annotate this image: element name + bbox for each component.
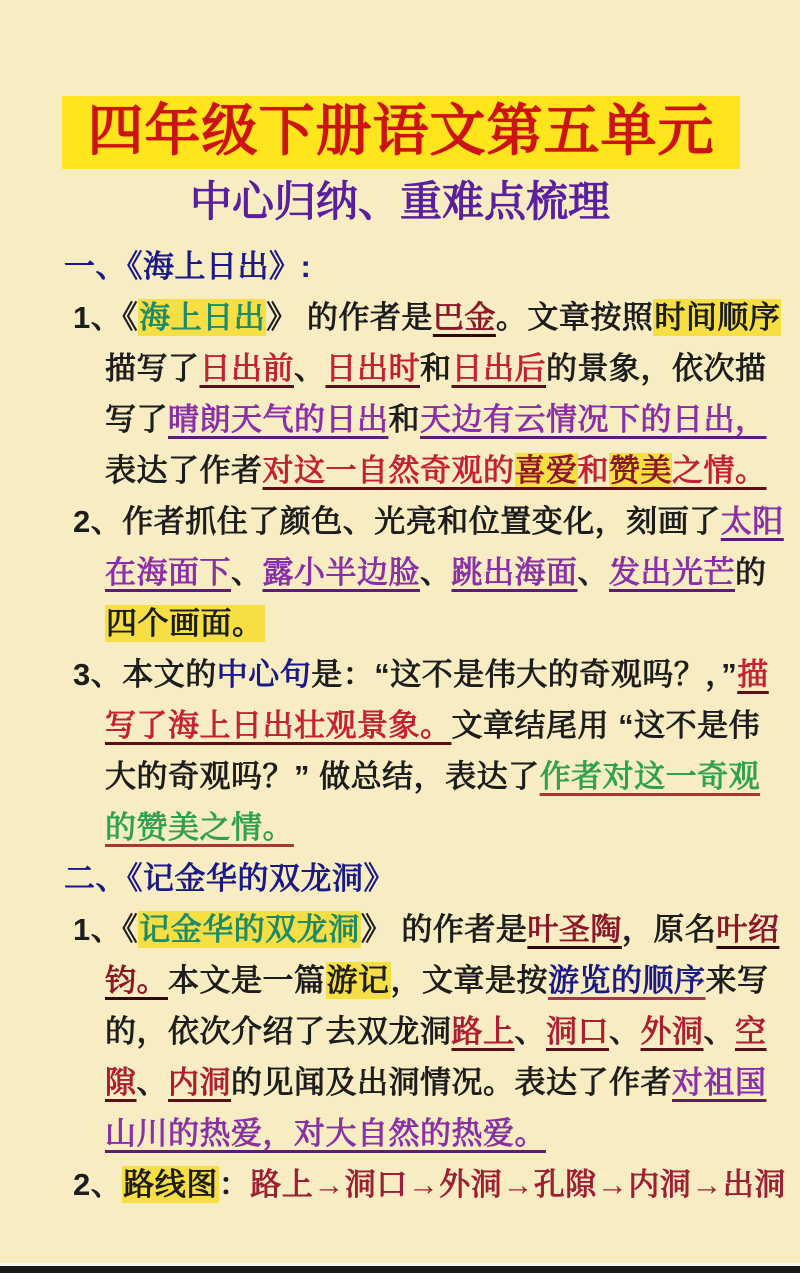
text-segment: 巴金 [432,299,496,335]
text-segment: 对祖国 [672,1064,767,1100]
text-segment: 洞口 [546,1013,609,1049]
text-line [0,598,800,649]
text-line [0,649,800,700]
text-segment: 1、 [73,911,123,947]
text-segment: 山川的热爱，对大自然的热爱。 [105,1115,546,1151]
text-segment: 本文的 [122,656,217,692]
page-subtitle: 中心归纳、重难点梳理 [189,177,610,225]
text-segment: 描写了 [105,350,200,386]
text-segment: 日出前 [199,350,294,386]
title-banner [62,96,740,169]
text-segment: 游览的顺序 [548,962,706,998]
text-line [0,1057,800,1108]
text-line [0,1108,800,1159]
text-line [0,496,800,547]
text-line [0,1006,800,1057]
text-segment: 2、 [73,1166,123,1202]
text-line [0,343,800,394]
text-line [0,292,800,343]
text-segment: 的景象，依次描 [546,350,767,386]
text-line [0,751,800,802]
text-segment: 海上日出 [139,299,266,335]
text-segment: 3、 [73,656,123,692]
text-segment: 叶圣陶 [527,911,622,947]
text-segment: 之情。 [672,452,767,488]
text-segment: 的见闻及出洞情况。表达了作者 [231,1064,672,1100]
text-segment: 天边有云情况下的日出， [420,401,767,437]
text-segment: 、 [609,1013,641,1049]
text-segment: 日出时 [325,350,420,386]
section-heading [0,853,800,904]
text-segment: 描 [737,656,769,692]
text-segment: 。文章按照 [495,299,654,335]
text-segment: ： [218,1166,251,1202]
text-segment: 的 [735,554,767,590]
text-segment: 、 [514,1013,546,1049]
text-segment: 一、《海上日出》: [64,248,312,284]
text-segment: 对这一自然奇观的 [262,452,515,488]
text-segment: 和 [577,452,609,488]
text-segment: 空 [735,1013,767,1049]
text-segment: 大的奇观吗？” 做总结，表达了 [105,758,540,794]
text-segment: 内洞 [168,1064,231,1100]
text-segment: 四个画面。 [106,605,264,641]
text-segment: 游记 [326,962,390,998]
text-segment: 、 [703,1013,735,1049]
text-segment: 隙 [105,1064,137,1100]
text-segment: 》 [266,299,298,335]
text-line [0,1159,800,1210]
text-segment: ，原名 [621,911,717,947]
text-segment: 作者对这一奇观 [539,758,761,794]
text-segment: 的，依次介绍了去双龙洞 [105,1013,452,1049]
text-segment: 和 [420,350,452,386]
text-segment: 二、《记金华的双龙洞》 [64,860,395,896]
text-segment: 的赞美之情。 [105,809,294,845]
text-segment: 叶绍 [716,911,780,947]
text-segment: 露小半边脸 [262,554,420,590]
text-segment: 文章结尾用 “这不是伟 [451,707,761,743]
text-segment: 作者抓住了颜色、光亮和位置变化，刻画了 [122,503,721,539]
text-segment: 》 [360,911,393,947]
text-segment: 在海面下 [105,554,231,590]
section-heading [0,241,800,292]
text-segment: 1、 [73,299,123,335]
text-segment: 发出光芒 [609,554,735,590]
text-segment: 本文是一篇 [168,962,326,998]
text-segment: 、 [231,554,263,590]
text-segment: 表达了作者 [105,452,263,488]
text-line [0,802,800,853]
text-segment: 2、 [73,503,123,539]
text-line [0,445,800,496]
text-segment: 路线图 [123,1166,218,1202]
text-segment: 晴朗天气的日出 [168,401,389,437]
text-segment: 的作者是 [297,299,433,335]
text-segment: 、 [294,350,326,386]
text-segment: 钧。 [105,962,168,998]
text-segment: 喜爱 [514,452,578,488]
text-segment: 中心句 [216,656,312,692]
text-segment: 时间顺序 [654,299,781,335]
text-segment: 来写 [705,962,769,998]
text-line [0,700,800,751]
bottom-dark-strip [0,1266,800,1273]
text-segment: 记金华的双龙洞 [139,911,360,947]
text-segment: 、 [420,554,452,590]
text-segment: 日出后 [451,350,546,386]
text-segment: 、 [577,554,609,590]
text-segment: 外洞 [640,1013,704,1049]
text-line [0,394,800,445]
text-line [0,904,800,955]
text-segment: 跳出海面 [451,554,578,590]
text-line [0,955,800,1006]
text-segment: 、 [136,1064,168,1100]
notes-content [0,241,800,1210]
text-segment: 《 [122,299,139,335]
text-segment: ，文章是按 [390,962,548,998]
text-segment: 和 [388,401,420,437]
text-segment: 的作者是 [392,911,528,947]
text-segment: 是：“这不是伟大的奇观吗？，” [311,656,738,692]
text-segment: 写了海上日出壮观景象。 [105,707,452,743]
text-segment: 《 [122,911,139,947]
text-segment: 太阳 [720,503,784,539]
text-segment: 路上 [451,1013,515,1049]
text-line [0,547,800,598]
page-title: 四年级下册语文第五单元 [87,99,715,162]
text-segment: 赞美 [609,452,672,488]
text-segment: 写了 [105,401,168,437]
text-segment: 路上→洞口→外洞→孔隙→内洞→出洞 [250,1166,786,1202]
